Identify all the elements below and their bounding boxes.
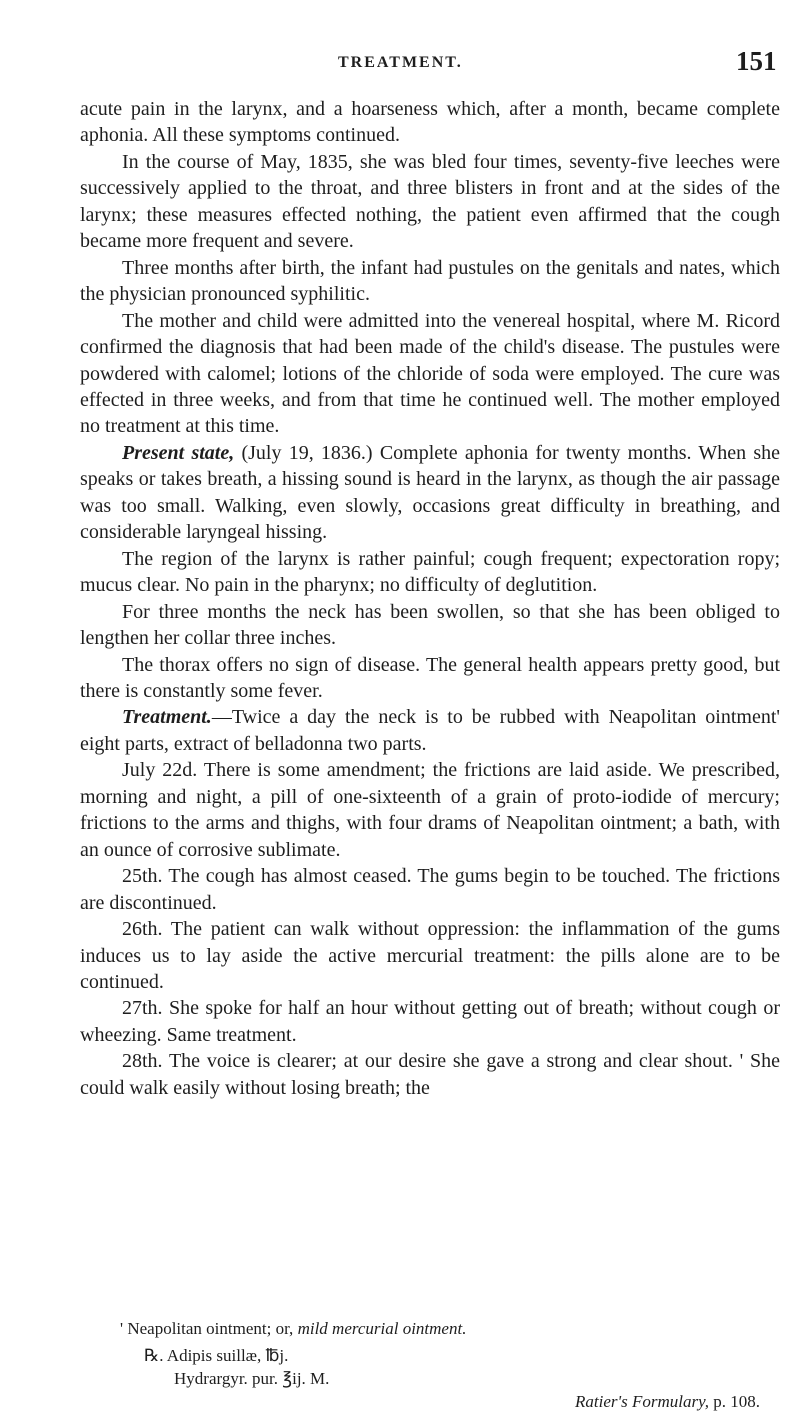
footnotes [80, 1317, 780, 1413]
body-text [80, 96, 780, 1101]
paragraph-text: For three months the neck has been swollen, so that she has been obliged to lengthen her collar three inches. [80, 600, 780, 650]
paragraph [80, 546, 780, 599]
paragraph-text: acute pain in the larynx, and a hoarseness which, after a month, became complete aphonia. All these symptoms continued. [80, 98, 780, 147]
paragraph-lead: Present state, [122, 441, 235, 464]
footnote-italic-text: mild mercurial ointment. [297, 1319, 467, 1338]
paragraph-text: 28th. The voice is clearer; at our desire she gave a strong and clear shout. ' She could walk easily without losing breath; the [80, 1050, 780, 1099]
paragraph-text: 27th. She spoke for half an hour without getting out of breath; without cough or wheezing. Same treatment. [80, 997, 780, 1046]
paragraph-text: —Twice a day the neck is to be rubbed with Neapolitan ointment' eight parts, extract of belladonna two parts. [80, 706, 780, 755]
paragraph-text: The thorax offers no sign of disease. The general health appears pretty good, but there is constantly some fever. [80, 653, 780, 702]
page-header [0, 0, 800, 100]
paragraph [80, 916, 780, 995]
paragraph-text: 25th. The cough has almost ceased. The gums begin to be touched. The frictions are discontinued. [80, 865, 780, 914]
paragraph [80, 995, 780, 1048]
source-title: Ratier's Formulary, [575, 1392, 709, 1411]
footnote-source [80, 1390, 780, 1413]
paragraph-text: 26th. The patient can walk without oppression: the inflammation of the gums induces us to lay aside the active mercurial treatment: the pills alone are to be continued. [80, 918, 780, 993]
footnote-marker: ' [120, 1319, 124, 1338]
paragraph [80, 599, 780, 652]
paragraph [80, 652, 780, 705]
paragraph [80, 255, 780, 308]
paragraph-text: The region of the larynx is rather painful; cough frequent; expectoration ropy; mucus clear. No pain in the pharynx; no difficulty of deglutition. [80, 547, 780, 597]
paragraph-lead: Treatment. [122, 706, 212, 729]
paragraph-text: Three months after birth, the infant had pustules on the genitals and nates, which the physician pronounced syphilitic. [80, 256, 780, 306]
paragraph [80, 440, 780, 546]
recipe-line: ℞. Adipis suillæ, ℔j. [144, 1346, 289, 1365]
paragraph-text: The mother and child were admitted into the venereal hospital, where M. Ricord confirmed the diagnosis that had been made of the child's disease. The pustules were powdered with calomel; lotions of the chloride of soda were employed. The cure was effected in three weeks, and from that time he continued well. The mother employed no treatment at this time. [80, 309, 780, 438]
paragraph [80, 96, 780, 149]
page-number: 151 [736, 46, 777, 76]
footnote-text: Neapolitan ointment; or, [127, 1319, 294, 1338]
paragraph [80, 1048, 780, 1101]
paragraph-text: July 22d. There is some amendment; the frictions are laid aside. We prescribed, morning and night, a pill of one-sixteenth of a grain of proto-iodide of mercury; frictions to the arms and thighs, with four drams of Neapolitan ointment; a bath, with an ounce of corrosive sublimate. [80, 759, 780, 861]
paragraph [80, 757, 780, 863]
paragraph-text: (July 19, 1836.) Complete aphonia for twenty months. When she speaks or takes breath, a hissing sound is heard in the larynx, as though the air passage was too small. Walking, even slowly, occasions great difficulty in breathing, and considerable laryngeal hissing. [80, 441, 781, 544]
paragraph [80, 308, 780, 440]
source-page: p. 108. [713, 1392, 760, 1411]
paragraph-text: In the course of May, 1835, she was bled four times, seventy-five leeches were successively applied to the throat, and three blisters in front and at the sides of the larynx; these measures effected nothing, the patient even affirmed that the cough became more frequent and severe. [80, 150, 780, 253]
paragraph [80, 704, 780, 757]
paragraph [80, 149, 780, 255]
recipe-line: Hydrargyr. pur. ℥ij. M. [174, 1369, 330, 1388]
running-title: TREATMENT. [338, 54, 463, 71]
footnote-recipe [144, 1344, 780, 1390]
footnote [80, 1317, 780, 1340]
paragraph [80, 863, 780, 916]
